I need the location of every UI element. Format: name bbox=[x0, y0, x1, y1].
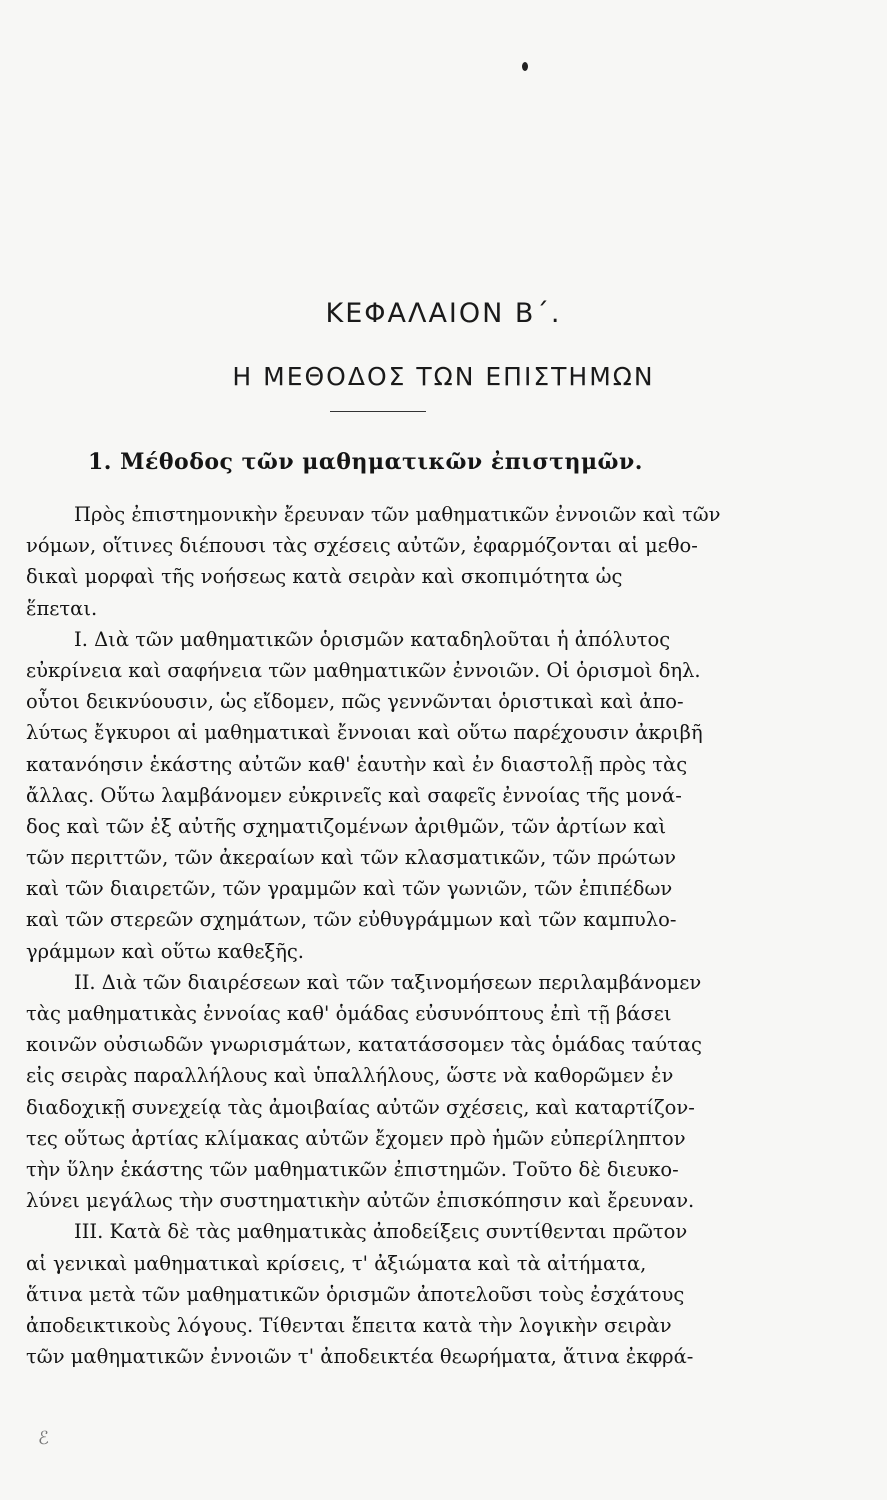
text-line: λύνει μεγάλως τὴν συστηματικὴν αὐτῶν ἐπισκόπησιν καὶ ἔρευναν. bbox=[26, 1189, 695, 1213]
body-text bbox=[26, 499, 756, 1372]
text-line: τῶν μαθηματικῶν ἐννοιῶν τ' ἀποδεικτέα θεωρήματα, ἅτινα ἐκφρά- bbox=[26, 1345, 694, 1369]
text-line: καὶ τῶν διαιρετῶν, τῶν γραμμῶν καὶ τῶν γωνιῶν, τῶν ἐπιπέδων bbox=[26, 877, 673, 901]
text-line: ἀποδεικτικοὺς λόγους. Τίθενται ἔπειτα κατὰ τὴν λογικὴν σειρὰν bbox=[26, 1313, 672, 1337]
text-line: τὴν ὕλην ἑκάστης τῶν μαθηματικῶν ἐπιστημῶν. Τοῦτο δὲ διευκο- bbox=[26, 1157, 679, 1181]
chapter-title: Η ΜΕΘΟΔΟΣ ΤΩΝ ΕΠΙΣΤΗΜΩΝ bbox=[232, 362, 655, 391]
ink-dot bbox=[522, 62, 528, 71]
text-line: ἕπεται. bbox=[26, 596, 98, 620]
text-line: δος καὶ τῶν ἐξ αὐτῆς σχηματιζομένων ἀριθμῶν, τῶν ἀρτίων καὶ bbox=[26, 814, 667, 838]
text-line: τὰς μαθηματικὰς ἐννοίας καθ' ὁμάδας εὐσυνόπτους ἐπὶ τῇ βάσει bbox=[26, 1002, 672, 1025]
title-divider bbox=[330, 411, 426, 412]
text-line: οὗτοι δεικνύουσιν, ὡς εἴδομεν, πῶς γεννῶνται ὁριστικαὶ καὶ ἀπο- bbox=[26, 690, 684, 714]
text-line: εὐκρίνεια καὶ σαφήνεια τῶν μαθηματικῶν ἐννοιῶν. Οἱ ὁρισμοὶ δηλ. bbox=[26, 658, 701, 682]
text-line: εἰς σειρὰς παραλλήλους καὶ ὑπαλλήλους, ὥστε νὰ καθορῶμεν ἐν bbox=[26, 1064, 674, 1088]
text-line: λύτως ἔγκυροι αἱ μαθηματικαὶ ἔννοιαι καὶ οὕτω παρέχουσιν ἀκριβῆ bbox=[26, 721, 703, 745]
text-line: δικαὶ μορφαὶ τῆς νοήσεως κατὰ σειρὰν καὶ σκοπιμότητα ὡς bbox=[26, 565, 623, 589]
text-line: αἱ γενικαὶ μαθηματικαὶ κρίσεις, τ' ἀξιώματα καὶ τὰ αἰτήματα, bbox=[26, 1251, 647, 1275]
text-line: γράμμων καὶ οὕτω καθεξῆς. bbox=[26, 939, 305, 963]
section-heading: 1. Μέθοδος τῶν μαθηματικῶν ἐπιστημῶν. bbox=[88, 449, 643, 475]
text-line: II. Διὰ τῶν διαιρέσεων καὶ τῶν ταξινομήσεων περιλαμβάνομεν bbox=[74, 970, 702, 994]
text-line: I. Διὰ τῶν μαθηματικῶν ὁρισμῶν καταδηλοῦται ἡ ἀπόλυτος bbox=[74, 627, 671, 651]
chapter-number: ΚΕΦΑΛΑΙΟΝ Β΄. bbox=[325, 298, 562, 329]
text-line: ἄλλας. Οὕτω λαμβάνομεν εὐκρινεῖς καὶ σαφεῖς ἐννοίας τῆς μονά- bbox=[26, 783, 682, 807]
text-line: Πρὸς ἐπιστημονικὴν ἔρευναν τῶν μαθηματικῶν ἐννοιῶν καὶ τῶν bbox=[74, 503, 721, 526]
margin-mark: ℰ bbox=[38, 1428, 49, 1449]
text-line: III. Κατὰ δὲ τὰς μαθηματικὰς ἀποδείξεις συντίθενται πρῶτον bbox=[74, 1220, 688, 1244]
text-line: καὶ τῶν στερεῶν σχημάτων, τῶν εὐθυγράμμων καὶ τῶν καμπυλο- bbox=[26, 908, 677, 932]
text-line: κατανόησιν ἑκάστης αὐτῶν καθ' ἑαυτὴν καὶ ἐν διαστολῇ πρὸς τὰς bbox=[26, 752, 688, 776]
text-line: κοινῶν οὐσιωδῶν γνωρισμάτων, κατατάσσομεν τὰς ὁμάδας ταύτας bbox=[26, 1033, 702, 1057]
text-line: ἅτινα μετὰ τῶν μαθηματικῶν ὁρισμῶν ἀποτελοῦσι τοὺς ἐσχάτους bbox=[26, 1282, 685, 1306]
text-line: τῶν περιττῶν, τῶν ἀκεραίων καὶ τῶν κλασματικῶν, τῶν πρώτων bbox=[26, 846, 676, 870]
text-line: νόμων, οἵτινες διέπουσι τὰς σχέσεις αὐτῶν, ἐφαρμόζονται αἱ μεθο- bbox=[26, 534, 698, 558]
text-line: διαδοχικῇ συνεχείᾳ τὰς ἀμοιβαίας αὐτῶν σχέσεις, καὶ καταρτίζον- bbox=[26, 1095, 695, 1119]
text-line: τες οὕτως ἀρτίας κλίμακας αὐτῶν ἔχομεν πρὸ ἡμῶν εὐπερίληπτον bbox=[26, 1126, 686, 1150]
